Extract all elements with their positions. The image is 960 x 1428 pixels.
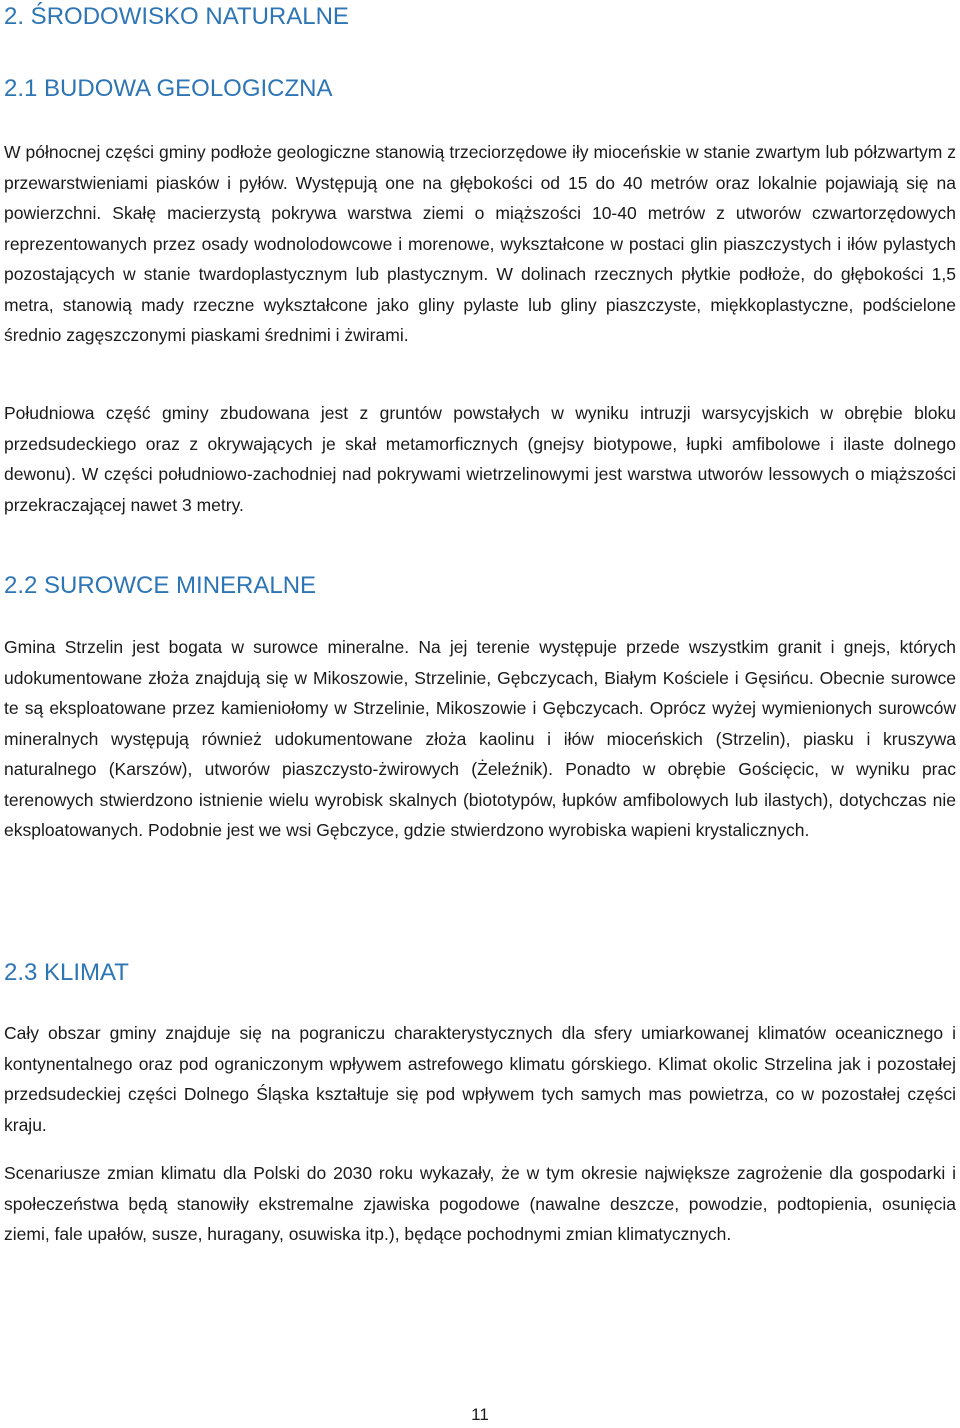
- subsection-heading-surowce-mineralne: 2.2 SUROWCE MINERALNE: [4, 572, 317, 599]
- paragraph-geology-2: Południowa część gminy zbudowana jest z gruntów powstałych w wyniku intruzji warsycyjskich w obrębie bloku przedsudeckiego oraz z okrywających je skał metamorficznych (gnejsy biotypowe, łupki amfibolowe i ilaste dolnego dewonu). W części południowo-zachodniej nad pokrywami wietrzelinowymi jest warstwa utworów lessowych o miąższości przekraczającej nawet 3 metry.: [4, 403, 956, 515]
- subsection-heading-klimat: 2.3 KLIMAT: [4, 959, 129, 986]
- paragraph-minerals-1: Gmina Strzelin jest bogata w surowce mineralne. Na jej terenie występuje przede wszystkim granit i gnejs, których udokumentowane złoża znajdują się w Mikoszowie, Strzelinie, Gębczycach, Białym Kościele i Gęsińcu. Obecnie surowce te są eksploatowane przez kamieniołomy w Strzelinie, Mikoszowie i Gębczycach. Oprócz wyżej wymienionych surowców mineralnych występują również udokumentowane złoża kaolinu i iłów mioceńskich (Strzelin), piasku i kruszywa naturalnego (Karszów), utworów piaszczysto-żwirowych (Żeleźnik). Ponadto w obrębie Gościęcic, w wyniku prac terenowych stwierdzono istnienie wielu wyrobisk skalnych (biototypów, łupków amfibolowych lub ilastych), dotychczas nie eksploatowanych. Podobnie jest we wsi Gębczyce, gdzie stwierdzono wyrobiska wapieni krystalicznych.: [4, 637, 956, 840]
- paragraph-geology-1: W północnej części gminy podłoże geologiczne stanowią trzeciorzędowe iły mioceńskie w stanie zwartym lub półzwartym z przewarstwieniami piasków i pyłów. Występują one na głębokości od 15 do 40 metrów oraz lokalnie pojawiają się na powierzchni. Skałę macierzystą pokrywa warstwa ziemi o miąższości 10-40 metrów z utworów czwartorzędowych reprezentowanych przez osady wodnolodowcowe i morenowe, wykształcone w postaci glin piaszczystych i iłów pylastych pozostających w stanie twardoplastycznym lub plastycznym. W dolinach rzecznych płytkie podłoże, do głębokości 1,5 metra, stanowią mady rzeczne wykształcone jako gliny pylaste lub gliny piaszczyste, miękkoplastyczne, podścielone średnio zagęszczonymi piaskami średnimi i żwirami.: [4, 142, 956, 345]
- section-heading-srodowisko: 2. ŚRODOWISKO NATURALNE: [4, 3, 349, 30]
- page-number: 11: [471, 1405, 489, 1424]
- subsection-heading-budowa-geologiczna: 2.1 BUDOWA GEOLOGICZNA: [4, 75, 333, 102]
- paragraph-climate-1: Cały obszar gminy znajduje się na pograniczu charakterystycznych dla sfery umiarkowanej klimatów oceanicznego i kontynentalnego oraz pod ograniczonym wpływem astrefowego klimatu górskiego. Klimat okolic Strzelina jak i pozostałej przedsudeckiej części Dolnego Śląska kształtuje się pod wpływem tych samych mas powietrza, co w pozostałej części kraju.: [4, 1023, 956, 1135]
- paragraph-climate-2: Scenariusze zmian klimatu dla Polski do 2030 roku wykazały, że w tym okresie największe zagrożenie dla gospodarki i społeczeństwa będą stanowiły ekstremalne zjawiska pogodowe (nawalne deszcze, powodzie, podtopienia, osunięcia ziemi, fale upałów, susze, huragany, osuwiska itp.), będące pochodnymi zmian klimatycznych.: [4, 1163, 956, 1244]
